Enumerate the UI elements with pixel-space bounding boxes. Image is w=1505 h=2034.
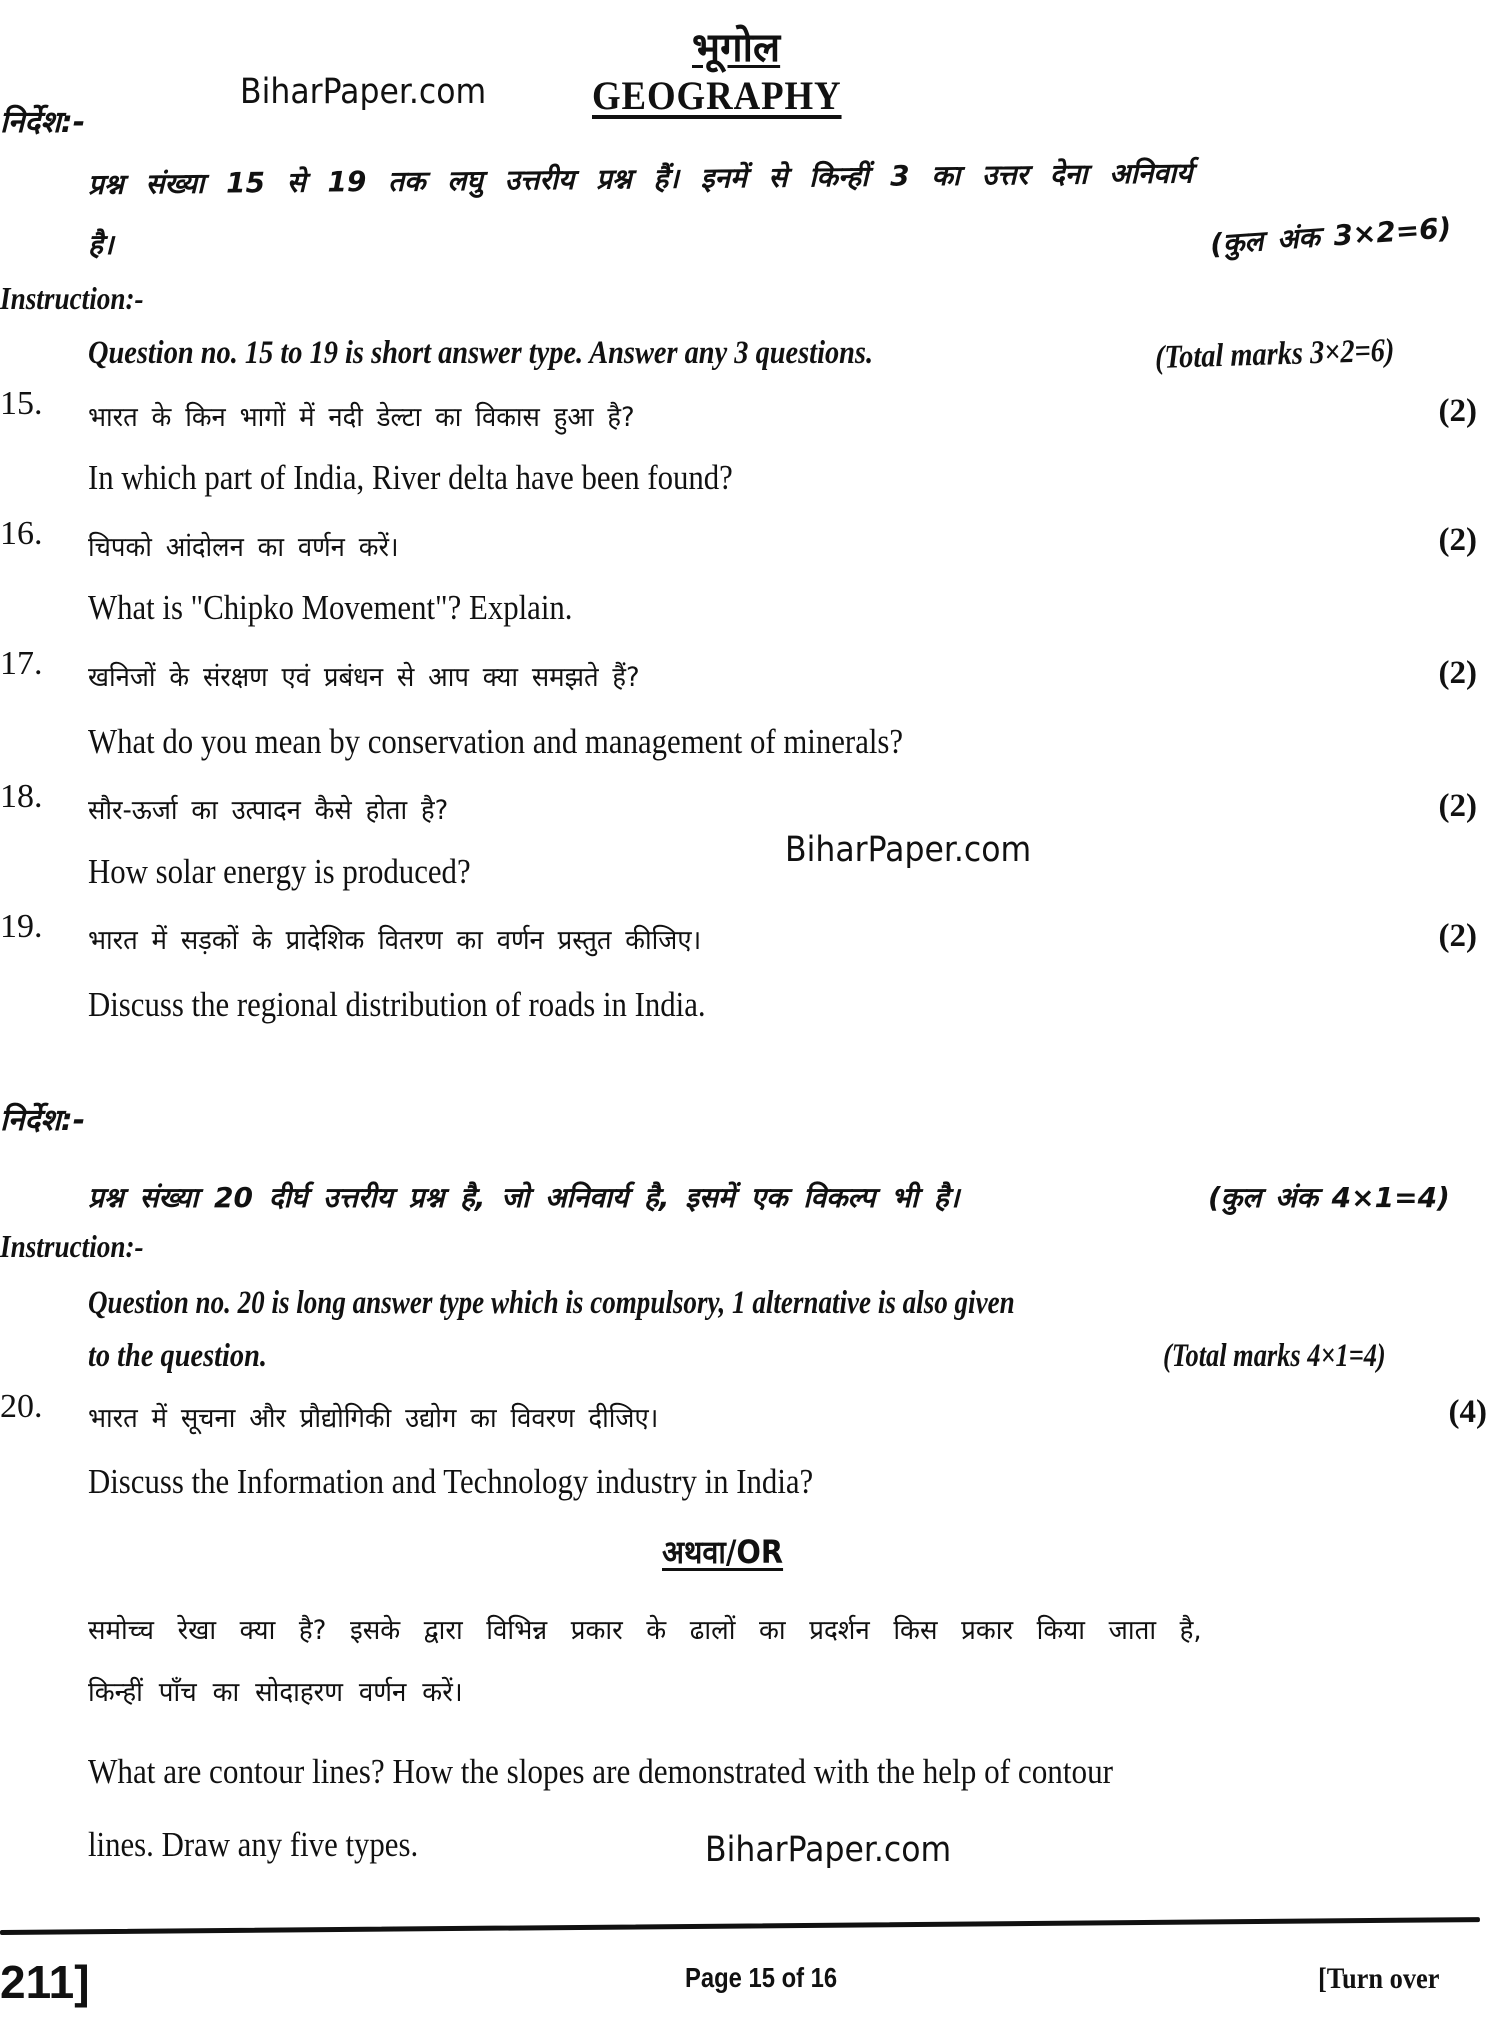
question-marks: (4) [1448,1394,1487,1430]
watermark-middle: BiharPaper.com [785,830,1032,870]
footer-divider [0,1917,1480,1935]
question-english: In which part of India, River delta have been found? [88,458,733,497]
total-marks-english: (Total marks 3×2=6) [1154,332,1395,376]
question-hindi: चिपको आंदोलन का वर्णन करें। [88,532,399,563]
question-english: Discuss the Information and Technology industry in India? [88,1462,814,1501]
watermark-bottom: BiharPaper.com [705,1830,952,1870]
instruction-english-2: Question no. 20 is long answer type which is compulsory, 1 alternative is also given [88,1285,1015,1321]
instruction-english-2-cont: to the question. [88,1338,267,1374]
question-marks: (2) [1438,393,1477,429]
question-hindi: खनिजों के संरक्षण एवं प्रबंधन से आप क्या समझते हैं? [88,662,640,693]
alternative-hindi: समोच्च रेखा क्या है? इसके द्वारा विभिन्न प्रकार के ढालों का प्रदर्शन किस प्रकार किया जाता है, [88,1615,1202,1646]
instruction-hindi: प्रश्न संख्या 15 से 19 तक लघु उत्तरीय प्रश्न हैं। इनमें से किन्हीं 3 का उत्तर देना अनिवार्य [87,156,1193,201]
question-number: 17. [0,645,43,682]
total-marks-hindi-2: (कुल अंक 4×1=4) [1208,1181,1450,1214]
instruction-label-english-2: Instruction:- [0,1228,144,1264]
question-english: How solar energy is produced? [88,852,471,891]
question-marks: (2) [1438,522,1477,558]
page-number: Page 15 of 16 [685,1962,838,1993]
paper-code: 211] [0,1956,90,2008]
total-marks-hindi: (कुल अंक 3×2=6) [1208,211,1453,261]
total-marks-english-2: (Total marks 4×1=4) [1163,1338,1386,1374]
watermark-top: BiharPaper.com [240,72,487,112]
question-number: 16. [0,515,43,552]
alternative-hindi-cont: किन्हीं पाँच का सोदाहरण वर्णन करें। [88,1677,463,1708]
question-hindi: भारत में सड़कों के प्रादेशिक वितरण का वर्णन प्रस्तुत कीजिए। [88,925,702,956]
question-number: 20. [0,1388,43,1425]
question-english: Discuss the regional distribution of roads in India. [88,985,706,1024]
instruction-hindi-cont: है। [88,228,114,261]
question-hindi: भारत के किन भागों में नदी डेल्टा का विकास हुआ है? [88,402,635,433]
or-heading: अथवा/OR [662,1533,784,1571]
subject-title-english: GEOGRAPHY [592,73,842,118]
question-english: What is "Chipko Movement"? Explain. [88,588,573,627]
question-number: 18. [0,778,43,815]
instruction-hindi-2: प्रश्न संख्या 20 दीर्घ उत्तरीय प्रश्न है, जो अनिवार्य है, इसमें एक विकल्प भी है। [88,1181,960,1214]
instruction-label-english: Instruction:- [0,280,144,316]
turn-over-note: [Turn over [1318,1962,1440,1995]
question-marks: (2) [1438,918,1477,954]
question-number: 15. [0,385,43,422]
question-hindi: भारत में सूचना और प्रौद्योगिकी उद्योग का विवरण दीजिए। [88,1403,659,1434]
question-english: What do you mean by conservation and management of minerals? [88,722,904,761]
question-marks: (2) [1438,655,1477,691]
instruction-english: Question no. 15 to 19 is short answer type. Answer any 3 questions. [88,335,874,371]
question-number: 19. [0,908,43,945]
direction-label-hindi: निर्देश:- [0,105,86,140]
question-hindi: सौर-ऊर्जा का उत्पादन कैसे होता है? [88,795,449,826]
alternative-english: What are contour lines? How the slopes are demonstrated with the help of contour [88,1752,1114,1791]
alternative-english-cont: lines. Draw any five types. [88,1825,419,1864]
direction-label-hindi-2: निर्देश:- [0,1103,86,1138]
subject-title-hindi: भूगोल [692,25,781,70]
question-marks: (2) [1438,788,1477,824]
